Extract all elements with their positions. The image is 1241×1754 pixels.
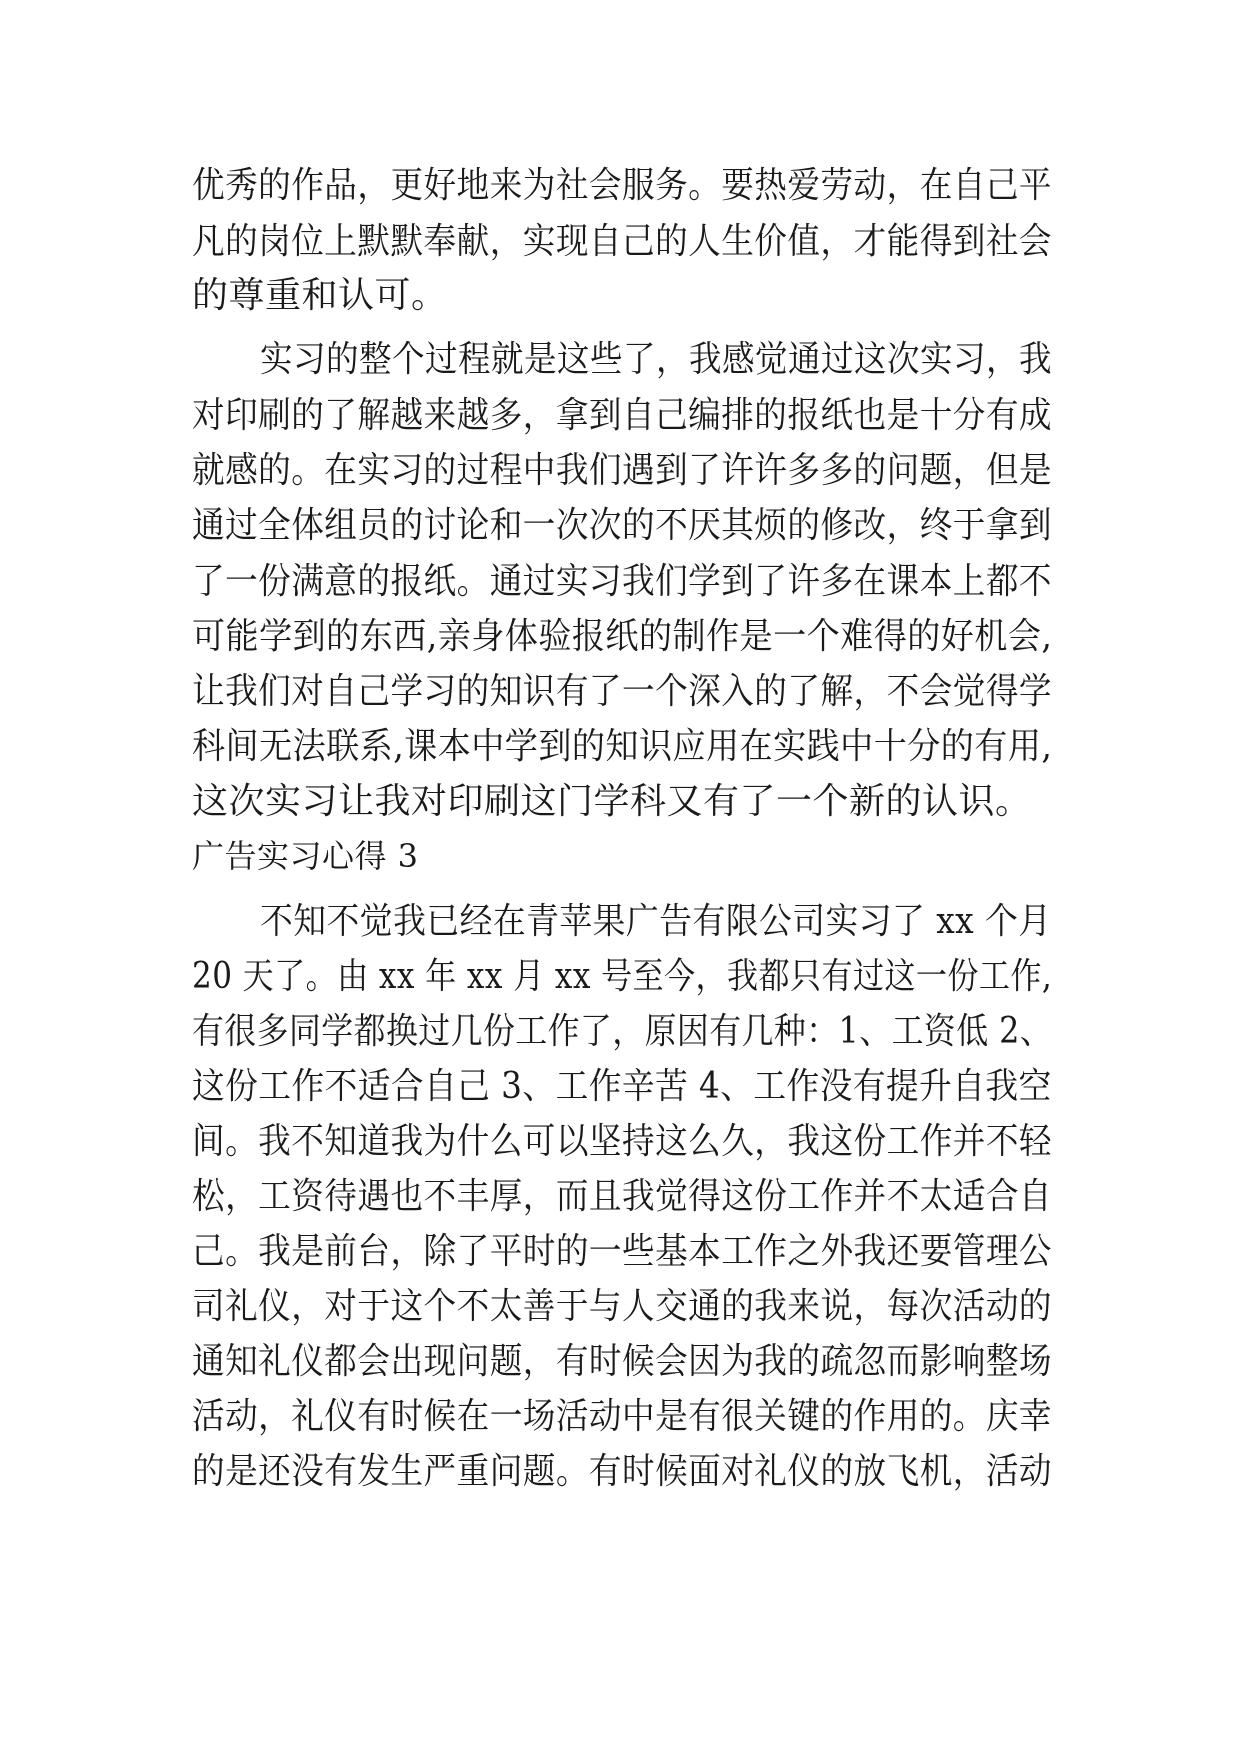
text-line: 优秀的作品，更好地来为社会服务。要热爱劳动，在自己平	[192, 165, 1053, 206]
text-line: 可能学到的东西,亲身体验报纸的制作是一个难得的好机会,	[192, 616, 1053, 657]
text-line: 科间无法联系,课本中学到的知识应用在实践中十分的有用,	[192, 726, 1053, 767]
text-line: 凡的岗位上默默奉献，实现自己的人生价值，才能得到社会	[192, 221, 1053, 262]
text-line: 司礼仪，对于这个不太善于与人交通的我来说，每次活动的	[192, 1286, 1053, 1327]
text-line: 松，工资待遇也不丰厚，而且我觉得这份工作并不太适合自	[192, 1176, 1053, 1217]
text-line: 己。我是前台，除了平时的一些基本工作之外我还要管理公	[192, 1231, 1053, 1272]
paragraph-first-line: 实习的整个过程就是这些了，我感觉通过这次实习，我	[260, 339, 1053, 380]
text-line: 通知礼仪都会出现问题，有时候会因为我的疏忽而影响整场	[192, 1341, 1053, 1382]
text-line: 对印刷的了解越来越多，拿到自己编排的报纸也是十分有成	[192, 395, 1053, 436]
section-heading: 广告实习心得 3	[192, 837, 419, 875]
text-line: 这次实习让我对印刷这门学科又有了一个新的认识。	[192, 781, 1032, 822]
text-line: 这份工作不适合自己 3、工作辛苦 4、工作没有提升自我空	[192, 1066, 1052, 1107]
text-line: 通过全体组员的讨论和一次次的不厌其烦的修改，终于拿到	[192, 505, 1053, 546]
text-line: 有很多同学都换过几份工作了，原因有几种：1、工资低 2、	[192, 1011, 1053, 1052]
paragraph-first-line: 不知不觉我已经在青苹果广告有限公司实习了 xx 个月	[260, 901, 1052, 942]
text-line: 的是还没有发生严重问题。有时候面对礼仪的放飞机，活动	[192, 1451, 1053, 1492]
text-line: 活动，礼仪有时候在一场活动中是有很关键的作用的。庆幸	[192, 1396, 1053, 1437]
text-line: 就感的。在实习的过程中我们遇到了许许多多的问题，但是	[192, 450, 1053, 491]
text-line: 了一份满意的报纸。通过实习我们学到了许多在课本上都不	[192, 561, 1053, 602]
text-line: 让我们对自己学习的知识有了一个深入的了解，不会觉得学	[192, 671, 1053, 712]
text-line: 20 天了。由 xx 年 xx 月 xx 号至今，我都只有过这一份工作,	[192, 956, 1053, 997]
text-line: 的尊重和认可。	[192, 275, 448, 316]
text-line: 间。我不知道我为什么可以坚持这么久，我这份工作并不轻	[192, 1121, 1053, 1162]
